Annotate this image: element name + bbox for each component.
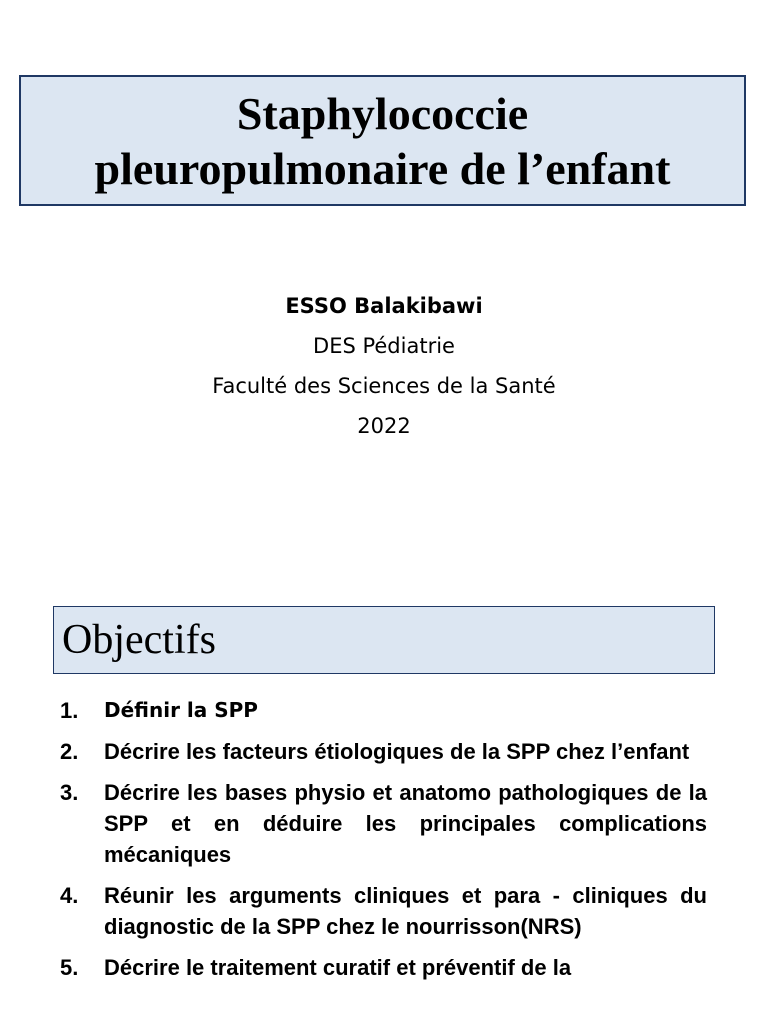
list-item-text: Définir la SPP (104, 698, 258, 722)
title-line-1: Staphylococcie (236, 87, 529, 139)
list-item (0, 952, 768, 983)
list-item-text: Décrire le traitement curatif et préventif de la (104, 955, 572, 980)
title-box (19, 75, 746, 206)
list-item-number: 4. (60, 883, 79, 908)
author-faculty: Faculté des Sciences de la Santé (212, 374, 556, 398)
author-year: 2022 (357, 414, 411, 438)
list-item-number: 2. (60, 739, 79, 764)
list-item-text: Décrire les bases physio et anatomo pathologiques de la SPP et en déduire les principales complications mécaniques (104, 780, 707, 867)
author-name: ESSO Balakibawi (285, 294, 483, 318)
title-line-2: pleuropulmonaire de l’enfant (94, 142, 671, 194)
objectifs-heading: Objectifs (62, 617, 216, 663)
author-role: DES Pédiatrie (313, 334, 455, 358)
list-item (0, 777, 768, 870)
author-block (0, 286, 768, 446)
list-item (0, 695, 768, 726)
list-item-number: 5. (60, 955, 79, 980)
objectifs-heading-box (53, 606, 715, 674)
objectifs-list (0, 695, 768, 993)
list-item-text: Décrire les facteurs étiologiques de la SPP chez l’enfant (104, 739, 690, 764)
list-item-text: Réunir les arguments cliniques et para - cliniques du diagnostic de la SPP chez le nourrisson(NRS) (104, 883, 707, 939)
list-item-number: 3. (60, 780, 79, 805)
list-item-number: 1. (60, 698, 79, 723)
list-item (0, 736, 768, 767)
list-item (0, 880, 768, 942)
